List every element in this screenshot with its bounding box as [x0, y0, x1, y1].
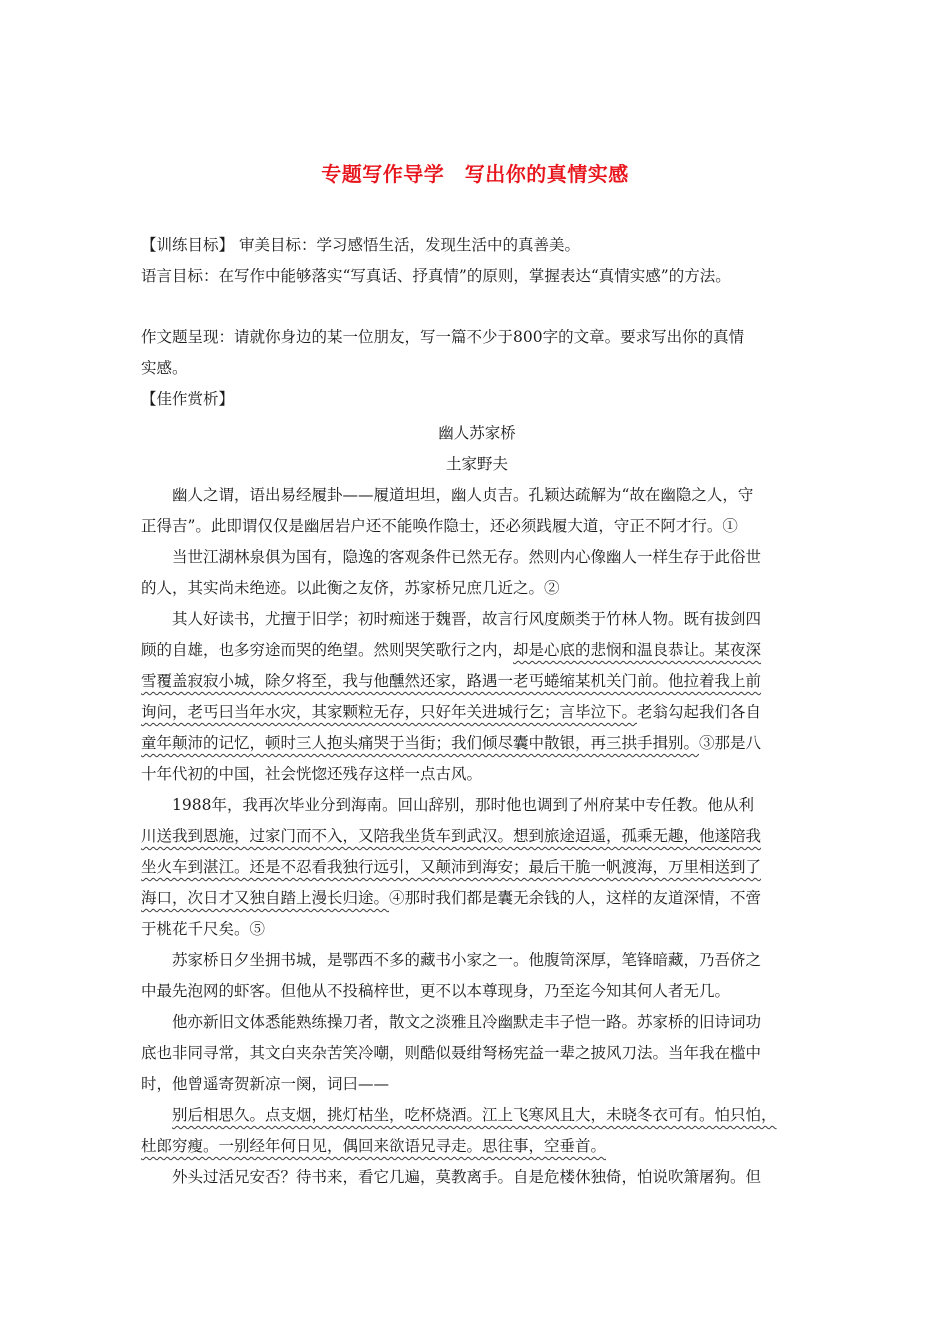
- goals-line-2: 语言目标：在写作中能够落实“写真话、抒真情”的原则，掌握表达“真情实感”的方法。: [141, 267, 731, 285]
- prompt-line-2: 实感。: [141, 359, 188, 377]
- underlined-text: 杜郎穷瘦。一别经年何日见，偶回来欲语兄寻走。思往事，空垂首。: [141, 1137, 607, 1155]
- training-goals: [141, 230, 813, 292]
- goals-aesthetic: 审美目标：学习感悟生活，发现生活中的真善美。: [238, 236, 580, 254]
- appreciation-label: 【佳作赏析】: [141, 390, 235, 408]
- essay-paragraph-4: 1988年，我再次毕业分到海南。回山辞别，那时他也调到了州府某中专任教。他从利 川送我到恩施，过家门而不入，又陪我坐货车到武汉。想到旅途迢遥，孤乘无趣，他遂陪我 坐火车到湛江。还是不忍看我独行远引，又颠沛到海安；最后干脆一帆渡海，万里相送到了 海口，次日才又独自踏上漫长归途。④那时我们都是囊无余钱的人，这样的友道深情，不啻 于桃花千尺矣。⑤: [141, 790, 813, 945]
- underlined-text: 询问，老丐曰当年水灾，其家颗粒无存，只好年关进城行乞；言毕泣下。: [141, 703, 638, 721]
- prompt-line-1: 作文题呈现：请就你身边的某一位朋友，写一篇不少于800字的文章。要求写出你的真情: [141, 328, 745, 346]
- essay-paragraph-1: 幽人之谓，语出易经履卦——履道坦坦，幽人贞吉。孔颖达疏解为“故在幽隐之人，守 正得吉”。此即谓仅仅是幽居岩户还不能唤作隐士，还必须践履大道，守正不阿才行。①: [141, 486, 754, 535]
- essay-paragraph-8-poem: 外头过活兄安否？待书来，看它几遍，莫教离手。自是危楼休独倚，怕说吹箫屠狗。但: [172, 1168, 762, 1186]
- underlined-text: 坐火车到湛江。还是不忍看我独行远引，又颠沛到海安；最后干脆一帆渡海，万里相送到了: [141, 858, 762, 876]
- underlined-text: 却是心底的悲悯和温良恭让。某夜深: [513, 641, 762, 659]
- essay-paragraph-7-poem: [141, 1100, 813, 1162]
- goals-label: 【训练目标】: [141, 236, 235, 254]
- underlined-text: 海口，次日才又独自踏上漫长归途。: [141, 889, 390, 907]
- underlined-text: 川送我到恩施，过家门而不入，又陪我坐货车到武汉。想到旅途迢遥，孤乘无趣，他遂陪我: [141, 827, 762, 845]
- essay-title: 幽人苏家桥: [438, 424, 516, 442]
- underlined-text: 雪覆盖寂寂小城，除夕将至，我与他醺然还家，路遇一老丐蜷缩某机关门前。他拉着我上前: [141, 672, 762, 690]
- essay-paragraph-3: 其人好读书，尤擅于旧学；初时痴迷于魏晋，故言行风度颇类于竹林人物。既有拔剑四 顾的自雄，也多穷途而哭的绝望。然则哭笑歌行之内，却是心底的悲悯和温良恭让。某夜深 雪覆盖寂寂小城，除夕将至，我与他醺然还家，路遇一老丐蜷缩某机关门前。他拉着我上前 询问，老丐曰当年水灾，其家颗粒无存，只好年关进城行乞；言毕泣下。老翁勾起我们各自 童年颠沛的记忆，顿时三人抱头痛哭于当街；我们倾尽囊中散银，再三拱手揖别。③那是八 十年代初的中国，社会恍惚还残存这样一点古风。: [141, 604, 813, 790]
- essay-author: 土家野夫: [445, 455, 508, 473]
- essay-prompt: [141, 322, 813, 415]
- essay: [141, 418, 813, 1193]
- goals-line-1: [141, 230, 813, 261]
- underlined-text: 童年颠沛的记忆，顿时三人抱头痛哭于当街；我们倾尽囊中散银，再三拱手揖别。: [141, 734, 700, 752]
- essay-paragraph-6: 他亦新旧文体悉能熟练操刀者，散文之淡雅且冷幽默走丰子恺一路。苏家桥的旧诗词功 底也非同寻常，其文白夹杂苦笑冷嘲，则酷似聂绀弩杨宪益一辈之披风刀法。当年我在槛中 时，他曾遥寄贺新凉一阕，词曰——: [141, 1013, 762, 1093]
- essay-paragraph-2: 当世江湖林泉俱为国有，隐逸的客观条件已然无存。然则内心像幽人一样生存于此俗世 的人，其实尚未绝迹。以此衡之友侪，苏家桥兄庶几近之。②: [141, 548, 762, 597]
- underlined-text: 别后相思久。点支烟，挑灯枯坐，吃杯烧酒。江上飞寒风且大，未晓冬衣可有。怕只怕，: [172, 1106, 777, 1124]
- essay-paragraph-5: 苏家桥日夕坐拥书城，是鄂西不多的藏书小家之一。他腹笥深厚，笔锋暗藏，乃吾侪之 中最先泡网的虾客。但他从不投稿梓世，更不以本尊现身，乃至迄今知其何人者无几。: [141, 951, 762, 1000]
- page-title: 专题写作导学 写出你的真情实感: [321, 162, 629, 186]
